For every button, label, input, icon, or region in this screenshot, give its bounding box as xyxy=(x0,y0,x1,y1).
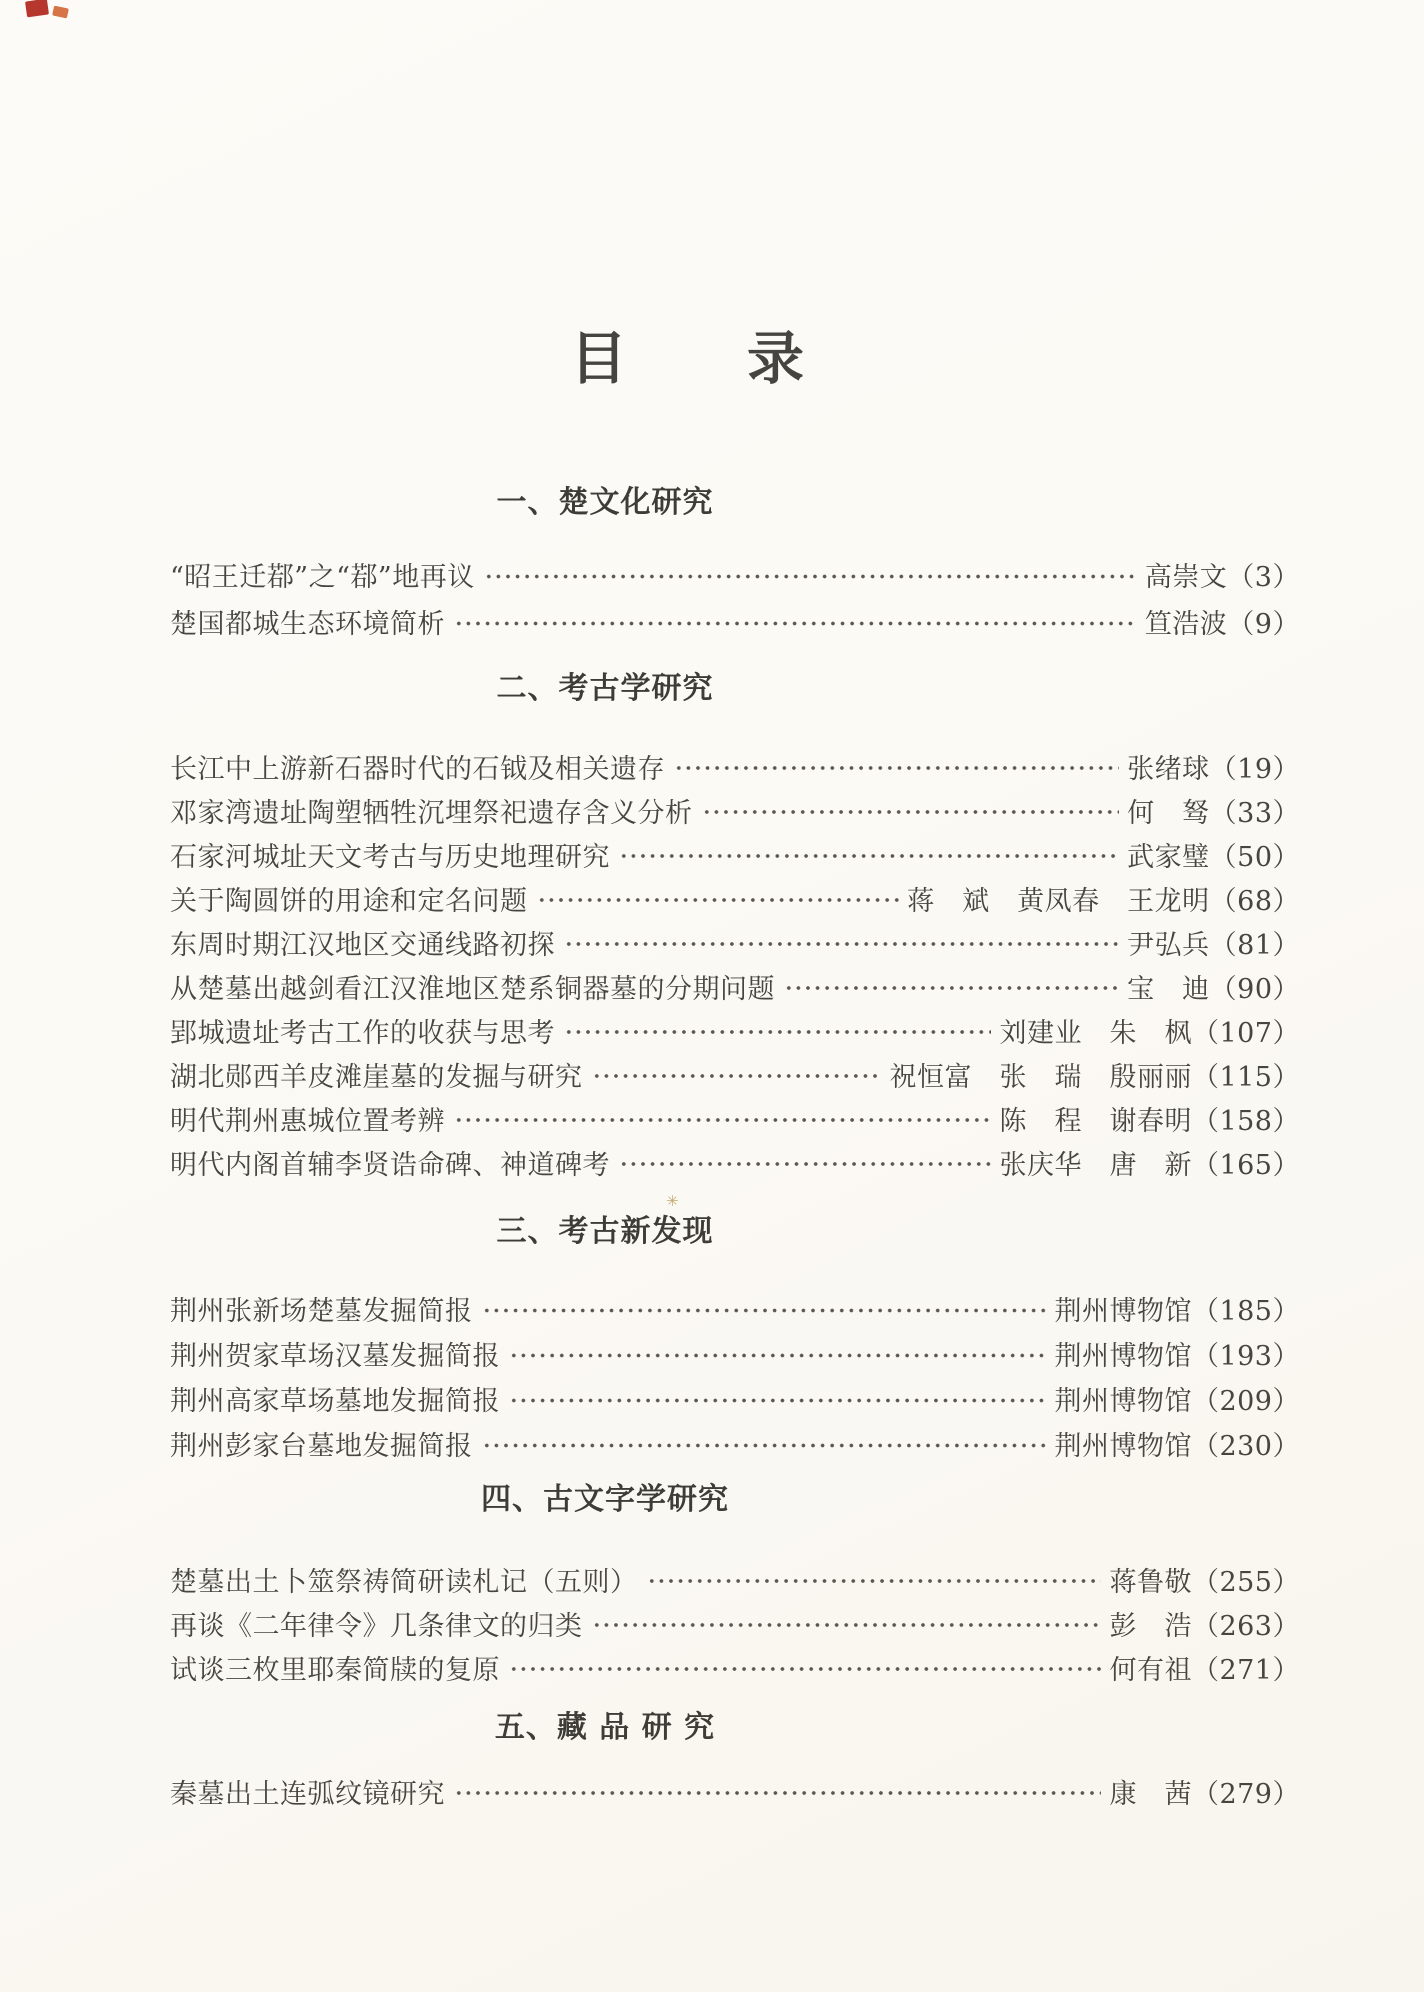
toc-entry xyxy=(170,744,1300,788)
entry-title: “昭王迁鄀”之“鄀”地再议 xyxy=(170,562,475,593)
toc-entry xyxy=(170,1096,1300,1140)
section-entries xyxy=(170,744,1300,1184)
scan-artifact-red-mark xyxy=(25,0,49,17)
entry-author-page: 高崇文（3） xyxy=(1144,562,1300,593)
toc-entry xyxy=(170,832,1300,876)
toc-entry xyxy=(170,1769,1300,1813)
dot-leader xyxy=(452,598,1137,645)
toc-entry xyxy=(170,1421,1300,1466)
entry-author-page: 荆州博物馆（185） xyxy=(1054,1296,1300,1327)
toc-entry xyxy=(170,1376,1300,1421)
toc-entry xyxy=(170,1331,1300,1376)
dot-leader xyxy=(617,1140,991,1184)
section-heading: 三、考古新发现 xyxy=(496,1214,714,1249)
section-heading: 一、楚文化研究 xyxy=(496,485,714,520)
dot-leader xyxy=(507,1331,1046,1376)
entry-author-page: 张绪球（19） xyxy=(1127,753,1300,785)
entry-title: 荆州高家草场墓地发掘简报 xyxy=(170,1386,500,1417)
dot-leader xyxy=(562,1008,991,1052)
section-entries xyxy=(170,551,1300,645)
entry-author-page: 张庆华 唐 新（165） xyxy=(999,1149,1300,1181)
entry-author-page: 武家璧（50） xyxy=(1127,841,1300,873)
entry-author-page: 陈 程 谢春明（158） xyxy=(999,1105,1300,1137)
dot-leader xyxy=(480,1286,1047,1331)
toc-section xyxy=(170,672,1300,1184)
toc-section xyxy=(170,1711,1300,1813)
toc-entry xyxy=(170,876,1300,920)
entry-author-page: 彭 浩（263） xyxy=(1109,1610,1300,1642)
section-heading: 二、考古学研究 xyxy=(496,671,714,706)
toc-entry xyxy=(170,1140,1300,1184)
dot-leader xyxy=(482,551,1137,598)
dot-leader xyxy=(480,1421,1047,1466)
dot-leader xyxy=(672,744,1119,788)
entry-title: 秦墓出土连弧纹镜研究 xyxy=(170,1778,445,1810)
entry-author-page: 何有祖（271） xyxy=(1109,1654,1300,1686)
toc-entry xyxy=(170,788,1300,832)
entry-author-page: 尹弘兵（81） xyxy=(1127,929,1300,961)
toc-section xyxy=(170,1483,1300,1689)
entry-title: 从楚墓出越剑看江汉淮地区楚系铜器墓的分期问题 xyxy=(170,973,775,1005)
toc-section xyxy=(170,1215,1300,1466)
entry-title: 邓家湾遗址陶塑牺牲沉埋祭祀遗存含义分析 xyxy=(170,797,693,829)
entry-author-page: 笪浩波（9） xyxy=(1144,609,1300,640)
scan-artifact-smudge: ✳ xyxy=(666,1192,679,1210)
toc-sections xyxy=(0,486,1424,1813)
dot-leader xyxy=(590,1052,882,1096)
entry-author-page: 荆州博物馆（230） xyxy=(1054,1431,1300,1462)
entry-title: 荆州彭家台墓地发掘简报 xyxy=(170,1431,473,1462)
entry-author-page: 宝 迪（90） xyxy=(1127,973,1300,1005)
entry-author-page: 何 驽（33） xyxy=(1127,797,1300,829)
entry-title: 试谈三枚里耶秦简牍的复原 xyxy=(170,1654,500,1686)
entry-title: 明代内阁首辅李贤诰命碑、神道碑考 xyxy=(170,1149,610,1181)
toc-entry xyxy=(170,920,1300,964)
dot-leader xyxy=(782,964,1119,1008)
dot-leader xyxy=(535,876,900,920)
dot-leader xyxy=(507,1376,1046,1421)
section-heading: 五、藏 品 研 究 xyxy=(494,1710,716,1745)
toc-entry xyxy=(170,1286,1300,1331)
toc-entry xyxy=(170,1557,1300,1601)
entry-author-page: 荆州博物馆（193） xyxy=(1054,1341,1300,1372)
toc-entry xyxy=(170,1008,1300,1052)
entry-title: 湖北郧西羊皮滩崖墓的发掘与研究 xyxy=(170,1061,583,1093)
entry-title: 再谈《二年律令》几条律文的归类 xyxy=(170,1610,583,1642)
dot-leader xyxy=(590,1601,1102,1645)
dot-leader xyxy=(645,1557,1102,1601)
entry-author-page: 蒋鲁敬（255） xyxy=(1109,1566,1300,1598)
dot-leader xyxy=(452,1096,991,1140)
dot-leader xyxy=(452,1769,1101,1813)
entry-author-page: 祝恒富 张 瑞 殷丽丽（115） xyxy=(889,1061,1300,1093)
entry-title: 明代荆州惠城位置考辨 xyxy=(170,1105,445,1137)
dot-leader xyxy=(562,920,1119,964)
toc-entry xyxy=(170,1645,1300,1689)
section-heading: 四、古文字学研究 xyxy=(481,1482,729,1517)
toc-entry xyxy=(170,1052,1300,1096)
toc-entry xyxy=(170,551,1300,598)
section-entries xyxy=(170,1286,1300,1466)
section-entries xyxy=(170,1769,1300,1813)
entry-author-page: 荆州博物馆（209） xyxy=(1054,1386,1300,1417)
entry-title: 东周时期江汉地区交通线路初探 xyxy=(170,929,555,961)
toc-entry xyxy=(170,598,1300,645)
entry-title: 荆州张新场楚墓发掘简报 xyxy=(170,1296,473,1327)
toc-entry xyxy=(170,964,1300,1008)
entry-author-page: 康 茜（279） xyxy=(1109,1778,1300,1810)
entry-author-page: 蒋 斌 黄凤春 王龙明（68） xyxy=(907,885,1300,917)
entry-title: 荆州贺家草场汉墓发掘简报 xyxy=(170,1341,500,1372)
entry-title: 石家河城址天文考古与历史地理研究 xyxy=(170,841,610,873)
entry-title: 关于陶圆饼的用途和定名问题 xyxy=(170,885,528,917)
toc-entry xyxy=(170,1601,1300,1645)
entry-title: 郢城遗址考古工作的收获与思考 xyxy=(170,1017,555,1049)
dot-leader xyxy=(700,788,1120,832)
page-title: 目 录 xyxy=(570,325,806,392)
dot-leader xyxy=(507,1645,1101,1689)
toc-section xyxy=(170,486,1300,645)
entry-author-page: 刘建业 朱 枫（107） xyxy=(999,1017,1300,1049)
entry-title: 长江中上游新石器时代的石钺及相关遗存 xyxy=(170,753,665,785)
dot-leader xyxy=(617,832,1119,876)
section-entries xyxy=(170,1557,1300,1689)
entry-title: 楚国都城生态环境简析 xyxy=(170,609,445,640)
scan-artifact-orange-mark xyxy=(52,6,69,19)
entry-title: 楚墓出土卜筮祭祷简研读札记（五则） xyxy=(170,1566,638,1598)
